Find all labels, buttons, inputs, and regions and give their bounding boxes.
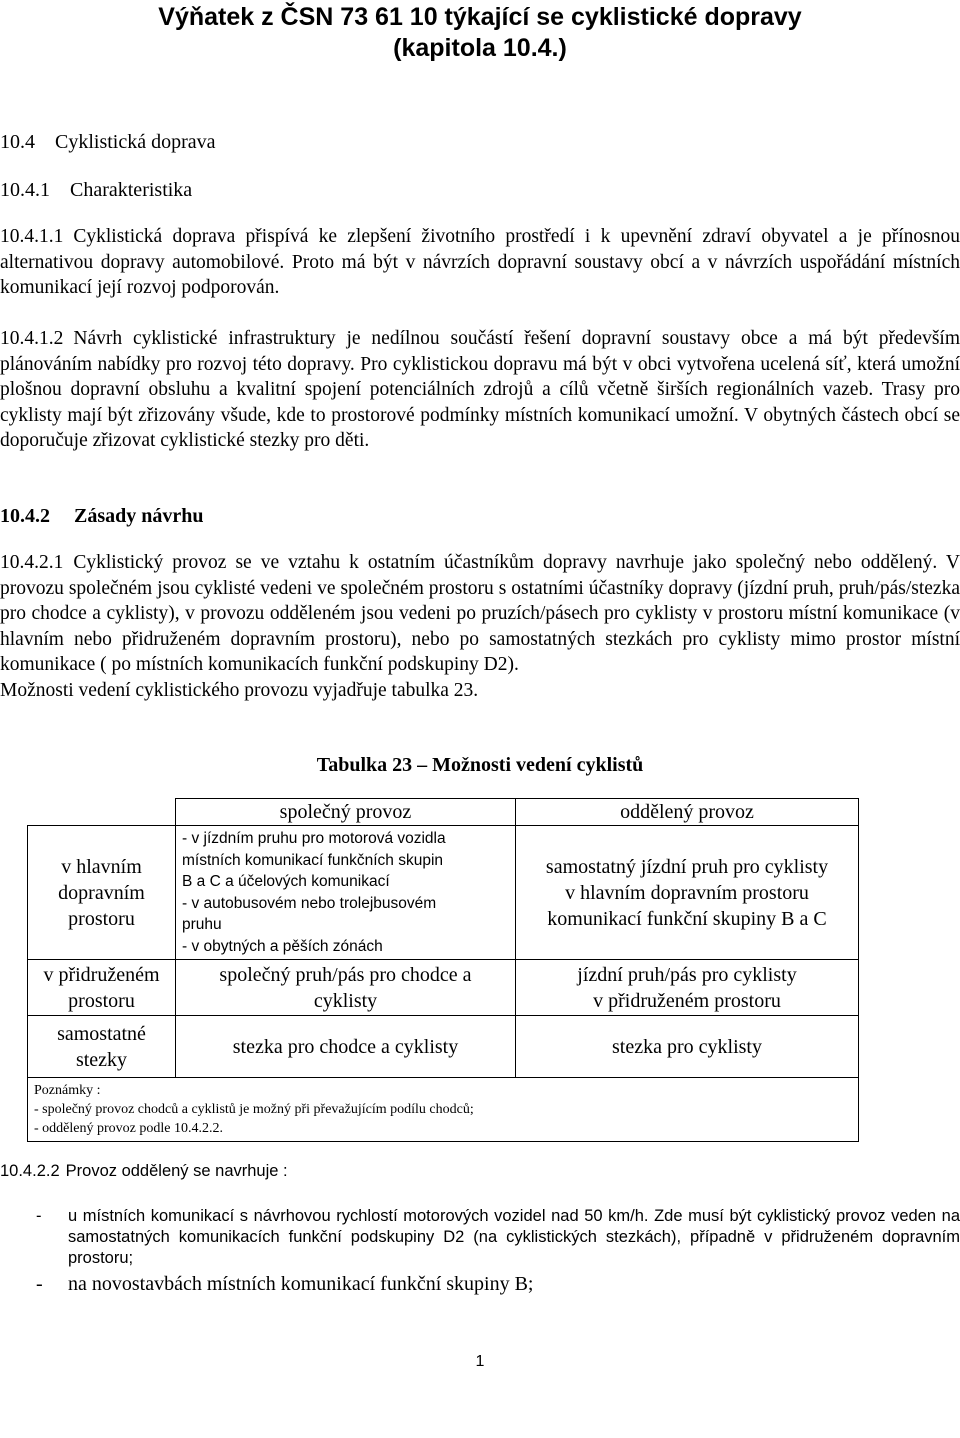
bullet-item xyxy=(0,1271,960,1299)
heading-number: 10.4.2 xyxy=(0,505,50,527)
paragraph-number: 10.4.1.1 xyxy=(0,226,64,247)
notes-heading: Poznámky : xyxy=(34,1083,101,1098)
row-label-line: prostoru xyxy=(68,989,135,1012)
heading-text: Zásady návrhu xyxy=(74,505,204,527)
paragraph-text: Provoz oddělený se navrhuje : xyxy=(65,1162,288,1180)
heading-text: Charakteristika xyxy=(70,179,193,201)
paragraph-10-4-1-1 xyxy=(0,224,960,301)
cell-line: samostatný jízdní pruh pro cyklisty xyxy=(545,855,829,878)
cell-paths-separate: stezka pro cyklisty xyxy=(516,1016,859,1078)
row-label-adjacent-space xyxy=(28,960,176,1016)
cell-line: v přidruženém prostoru xyxy=(593,989,781,1012)
paragraph-number: 10.4.2.2 xyxy=(0,1162,60,1180)
cell-main-separate xyxy=(516,826,859,960)
table-notes xyxy=(28,1078,859,1142)
cell-line: B a C a účelových komunikací xyxy=(182,873,390,890)
paragraph-extra-line: Možnosti vedení cyklistického provozu vyjadřuje tabulka 23. xyxy=(0,679,479,701)
cell-line: - v obytných a pěších zónách xyxy=(182,937,383,955)
cell-line: společný pruh/pás pro chodce a xyxy=(219,963,472,986)
cell-line: cyklisty xyxy=(313,989,378,1012)
paragraph-10-4-2-2 xyxy=(0,1160,288,1182)
paragraph-text: Cyklistický provoz se ve vztahu k ostatním účastníkům dopravy navrhuje jako společný nebo oddělený. V provozu společném jsou cyklisté vedeni ve společném prostoru s ostatními účastníky dopravy (jízdní pruh, pruh/pás/stezka pro chodce a cyklisty), v provozu odděleném jsou vedeni po pruzích/pásech pro cyklisty v prostoru místní komunikace (v hlavním nebo přidruženém dopravním prostoru), nebo po samostatných stezkách pro cyklisty mimo prostor místní komunikace ( po místních komunikacích funkční podskupiny D2). xyxy=(0,552,960,676)
cell-line: místních komunikací funkčních skupin xyxy=(182,851,444,869)
bullet-text: na novostavbách místních komunikací funkční skupiny B; xyxy=(68,1273,534,1295)
heading-number: 10.4 xyxy=(0,131,35,153)
table-corner-cell xyxy=(28,799,176,826)
page-number: 1 xyxy=(475,1353,485,1370)
cell-line: pruhu xyxy=(182,916,222,933)
paragraph-number: 10.4.2.1 xyxy=(0,552,64,573)
paragraph-text: Cyklistická doprava přispívá ke zlepšení životního prostředí i k upevnění zdraví obyvatel a je přínosnou alternativou dopravy automobilové. Proto má být v návrzích dopravní soustavy obcí a v návrzích uspořádání místních komunikací její rozvoj podporován. xyxy=(0,226,960,299)
cell-main-shared xyxy=(176,826,516,960)
title-line-2: (kapitola 10.4.) xyxy=(393,34,567,62)
cell-line: v hlavním dopravním prostoru xyxy=(565,881,809,904)
paragraph-number: 10.4.1.2 xyxy=(0,328,64,349)
heading-10-4-2 xyxy=(0,503,204,529)
heading-number: 10.4.1 xyxy=(0,179,50,201)
heading-10-4-1 xyxy=(0,177,192,203)
notes-item: - oddělený provoz podle 10.4.2.2. xyxy=(34,1121,223,1136)
row-label-line: prostoru xyxy=(68,907,135,930)
cell-line: komunikací funkční skupiny B a C xyxy=(547,907,827,930)
bullet-text: u místních komunikací s návrhovou rychlostí motorových vozidel nad 50 km/h. Zde musí být cyklistický provoz veden na samostatných komunikacích funkční podskupiny D2 (na cyklistických stezkách), případně v přidruženém dopravním prostoru; xyxy=(68,1207,960,1267)
bullet-dash: - xyxy=(36,1207,42,1225)
row-label-line: samostatné xyxy=(57,1022,146,1045)
row-label-line: dopravním xyxy=(58,881,145,904)
heading-10-4 xyxy=(0,129,216,155)
cell-adjacent-separate xyxy=(516,960,859,1016)
notes-item: - společný provoz chodců a cyklistů je možný při převažujícím podílu chodců; xyxy=(34,1102,474,1117)
row-label-separate-paths xyxy=(28,1016,176,1078)
header-separate-traffic: oddělený provoz xyxy=(516,799,859,826)
header-shared-traffic: společný provoz xyxy=(176,799,516,826)
paragraph-10-4-1-2 xyxy=(0,326,960,454)
row-label-line: stezky xyxy=(75,1048,128,1071)
cell-line: - v jízdním pruhu pro motorová vozidla xyxy=(182,830,446,847)
paragraph-text: Návrh cyklistické infrastruktury je nedílnou součástí řešení dopravní soustavy obce a má být především plánováním nabídky pro rozvoj této dopravy. Pro cyklistickou dopravu má být v obci vytvořena ucelená síť, která umožní plošnou dopravní obsluhu a kvalitní spojení potenciálních zdrojů a cílů včetně širších regionálních vazeb. Trasy pro cyklisty mají být zřizovány všude, kde to prostorové podmínky místních komunikací umožní. V obytných částech obcí se doporučuje zřizovat cyklistické stezky pro děti. xyxy=(0,328,960,452)
cell-paths-shared: stezka pro chodce a cyklisty xyxy=(176,1016,516,1078)
cell-adjacent-shared xyxy=(176,960,516,1016)
paragraph-10-4-2-1 xyxy=(0,550,960,704)
row-label-line: v hlavním xyxy=(61,855,142,878)
table-caption: Tabulka 23 – Možnosti vedení cyklistů xyxy=(316,754,644,776)
title-line-1: Výňatek z ČSN 73 61 10 týkající se cyklistické dopravy xyxy=(158,3,802,31)
bullet-dash: - xyxy=(36,1273,43,1295)
cell-line: jízdní pruh/pás pro cyklisty xyxy=(577,963,797,986)
heading-text: Cyklistická doprava xyxy=(55,131,216,153)
document-title xyxy=(0,2,960,64)
bullet-item xyxy=(0,1206,960,1272)
row-label-main-space xyxy=(28,826,176,960)
cell-line: - v autobusovém nebo trolejbusovém xyxy=(182,894,437,912)
table-23 xyxy=(27,798,858,1438)
row-label-line: v přidruženém xyxy=(43,963,160,986)
